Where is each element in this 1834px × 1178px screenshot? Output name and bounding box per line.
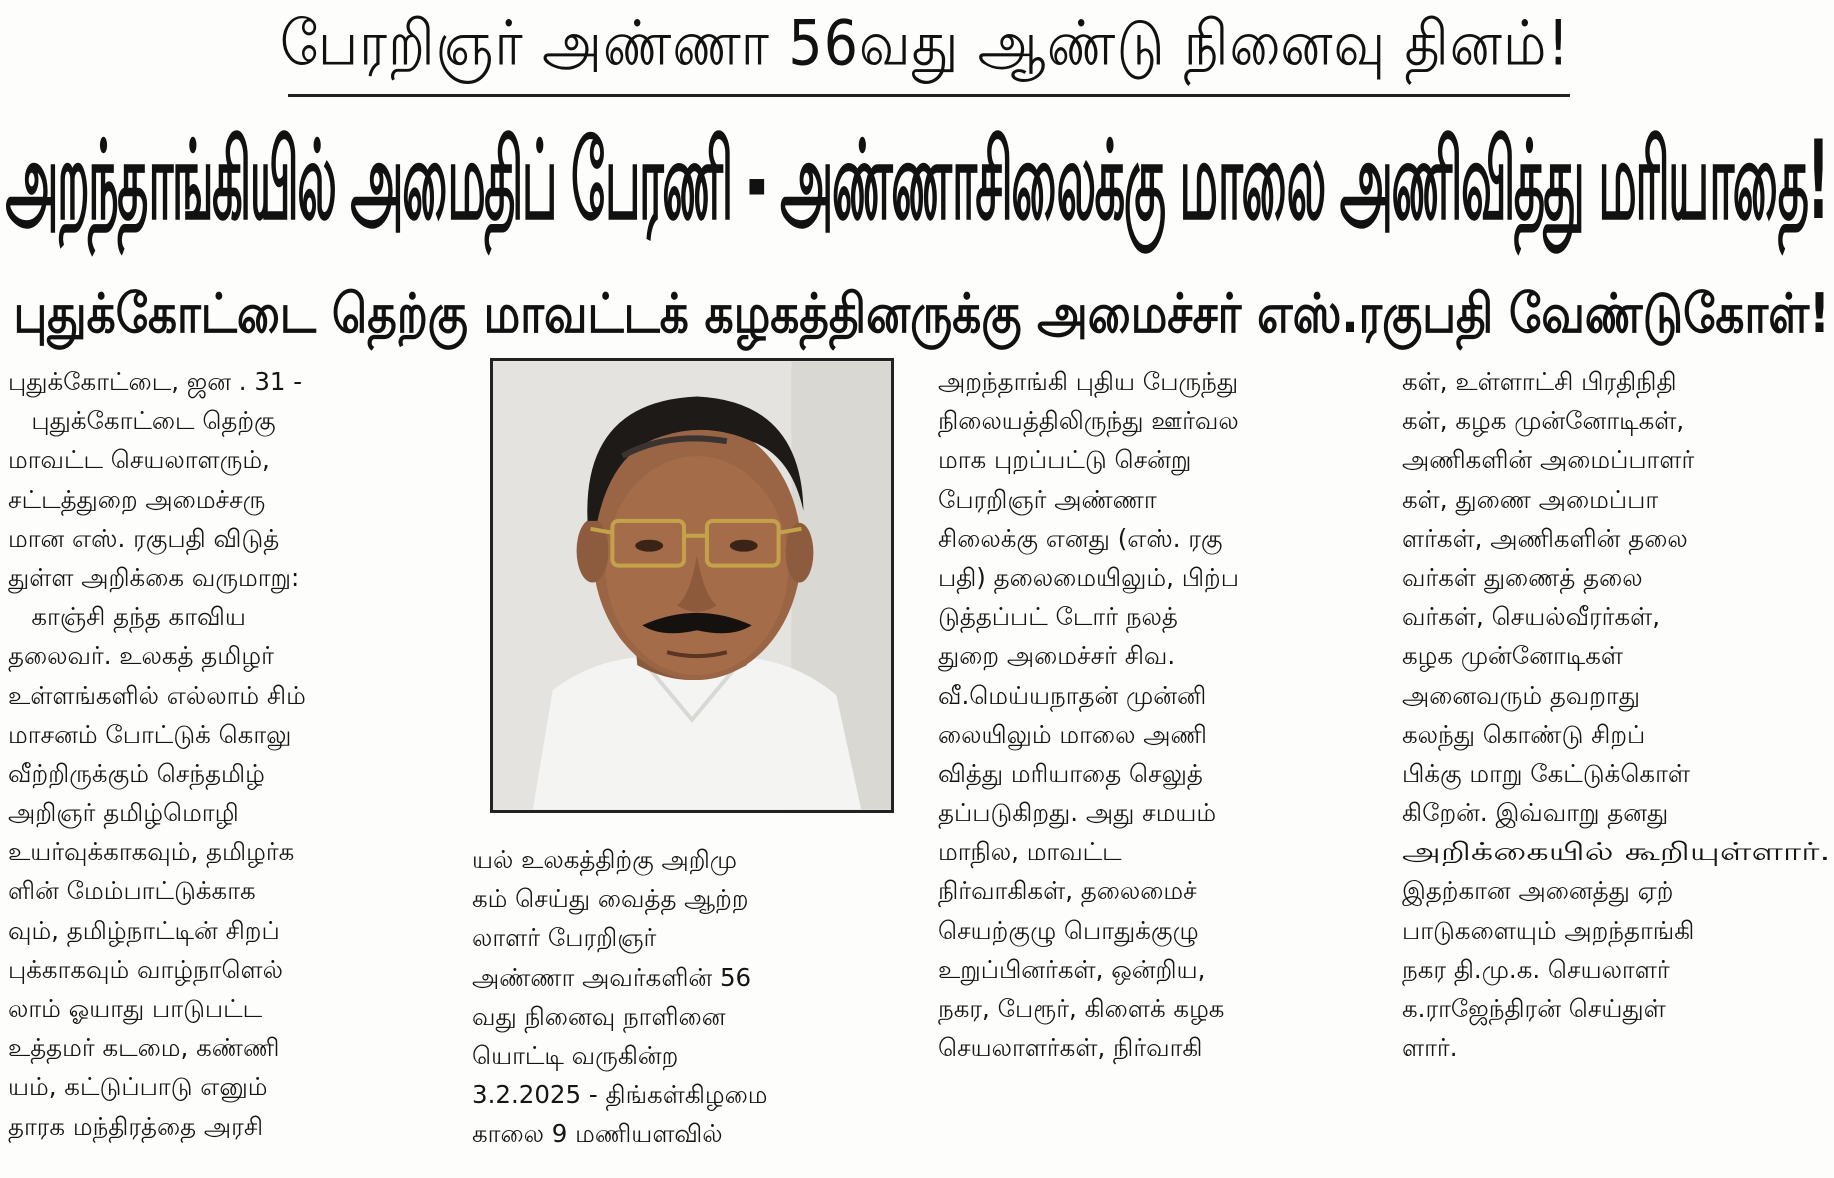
article-line: மாவட்ட செயலாளரும், — [8, 445, 270, 475]
article-line: பதி) தலைமையிலும், பிற்ப — [938, 562, 1239, 592]
portrait-illustration — [493, 361, 891, 810]
article-line: யொட்டி வருகின்ற — [472, 1040, 679, 1070]
article-line: லாம் ஓயாது பாடுபட்ட — [8, 994, 263, 1023]
article-line: ளர்கள், அணிகளின் தலை — [1402, 523, 1688, 553]
article-column-2 — [472, 840, 904, 1154]
article-line: உறுப்பினர்கள், ஒன்றிய, — [938, 954, 1206, 984]
article-line: வும், தமிழ்நாட்டின் சிறப் — [8, 915, 280, 945]
article-line: கம் செய்து வைத்த ஆற்ற — [472, 884, 749, 914]
article-line: சட்டத்துறை அமைச்சரு — [8, 484, 266, 514]
article-line: லையிலும் மாலை அணி — [938, 719, 1207, 749]
article-line: கிறேன். இவ்வாறு தனது — [1402, 798, 1669, 828]
article-line: சிலைக்கு எனது (எஸ். ரகு — [938, 523, 1223, 553]
article-line: வர்கள், செயல்வீரர்கள், — [1402, 602, 1661, 632]
minister-photo — [490, 358, 894, 813]
article-line: தாரக மந்திரத்தை அரசி — [8, 1111, 264, 1141]
article-line: தலைவர். உலகத் தமிழர் — [8, 641, 274, 671]
article-line: அணிகளின் அமைப்பாளர் — [1402, 445, 1695, 475]
article-line: காலை 9 மணியளவில் — [472, 1119, 723, 1149]
article-line: புதுக்கோட்டை தெற்கு — [8, 406, 276, 436]
article-line: கள், துணை அமைப்பா — [1402, 484, 1659, 514]
article-line: வது நினைவு நாளினை — [472, 1001, 726, 1031]
article-line: உள்ளங்களில் எல்லாம் சிம் — [8, 680, 306, 710]
article-line: துள்ள அறிக்கை வருமாறு: — [8, 562, 300, 592]
article-line: நகர தி.மு.க. செயலாளர் — [1402, 954, 1670, 984]
article-line: அறிஞர் தமிழ்மொழி — [8, 798, 239, 828]
article-line: வர்கள் துணைத் தலை — [1402, 562, 1643, 592]
article-line: உயர்வுக்காகவும், தமிழர்க — [8, 837, 295, 867]
article-line: வீற்றிருக்கும் செந்தமிழ் — [8, 758, 265, 788]
article-line: கள், கழக முன்னோடிகள், — [1402, 406, 1685, 436]
article-line: லாளர் பேரறிஞர் — [472, 923, 657, 953]
article-line: செயற்குழு பொதுக்குழு — [938, 915, 1199, 945]
article-column-1 — [8, 362, 440, 1146]
article-line: நிலையத்திலிருந்து ஊர்வல — [938, 406, 1239, 436]
article-line: வீ.மெய்யநாதன் முன்னி — [938, 680, 1207, 710]
article-line: ளார். — [1402, 1033, 1458, 1063]
article-line: அனைவரும் தவறாது — [1402, 680, 1640, 710]
article-line: அண்ணா அவர்களின் 56 — [472, 962, 752, 992]
article-line: டுத்தப்பட் டோர் நலத் — [938, 602, 1178, 632]
article-line: நகர, பேரூர், கிளைக் கழக — [938, 994, 1225, 1023]
article-line: நிர்வாகிகள், தலைமைச் — [938, 876, 1197, 906]
article-line: 3.2.2025 - திங்கள்கிழமை — [472, 1080, 768, 1110]
article-line: கழக முன்னோடிகள் — [1402, 641, 1624, 671]
article-line: கலந்து கொண்டு சிறப் — [1402, 719, 1646, 749]
article-line: துறை அமைச்சர் சிவ. — [938, 641, 1176, 671]
article-line: உத்தமர் கடமை, கண்ணி — [8, 1033, 280, 1063]
article-line: பிக்கு மாறு கேட்டுக்கொள் — [1402, 758, 1690, 788]
article-line: மாசனம் போட்டுக் கொலு — [8, 719, 292, 749]
article-line: யல் உலகத்திற்கு அறிமு — [472, 845, 738, 874]
kicker-headline: பேரறிஞர் அண்ணா 56வது ஆண்டு நினைவு தினம்! — [279, 5, 1571, 79]
article-line: மாக புறப்பட்டு சென்று — [938, 445, 1192, 475]
article-line: யம், கட்டுப்பாடு எனும் — [8, 1072, 268, 1102]
article-line: செயலாளர்கள், நிர்வாகி — [938, 1033, 1203, 1063]
article-line: கள், உள்ளாட்சி பிரதிநிதி — [1402, 367, 1677, 396]
article-line: இதற்கான அனைத்து ஏற் — [1402, 876, 1674, 906]
article-line: காஞ்சி தந்த காவிய — [8, 602, 246, 632]
article-line: அறிக்கையில் கூறியுள்ளார். — [1402, 837, 1831, 867]
article-line: வித்து மரியாதை செலுத் — [938, 758, 1203, 788]
article-line: புக்காகவும் வாழ்நாளெல் — [8, 954, 283, 984]
article-line: பாடுகளையும் அறந்தாங்கி — [1402, 915, 1695, 945]
article-line: க.ராஜேந்திரன் செய்துள் — [1402, 994, 1666, 1023]
article-line: தப்படுகிறது. அது சமயம் — [938, 798, 1217, 828]
sub-headline: புதுக்கோட்டை தெற்கு மாவட்டக் கழகத்தினருக்கு அமைச்சர் எஸ்.ரகுபதி வேண்டுகோள்! — [13, 282, 1831, 345]
article-line: புதுக்கோட்டை, ஜன . 31 - — [8, 367, 303, 396]
article-column-3 — [938, 362, 1370, 1067]
article-line: மாநில, மாவட்ட — [938, 837, 1122, 867]
article-line: அறந்தாங்கி புதிய பேருந்து — [938, 367, 1239, 396]
article-line: ளின் மேம்பாட்டுக்காக — [8, 876, 256, 906]
main-headline: அறந்தாங்கியில் அமைதிப் பேரணி - அண்ணாசிலைக்கு மாலை அணிவித்து மரியாதை! — [5, 116, 1829, 244]
article-line: பேரறிஞர் அண்ணா — [938, 484, 1157, 514]
article-line: மான எஸ். ரகுபதி விடுத் — [8, 523, 280, 553]
article-column-4 — [1402, 362, 1830, 1067]
